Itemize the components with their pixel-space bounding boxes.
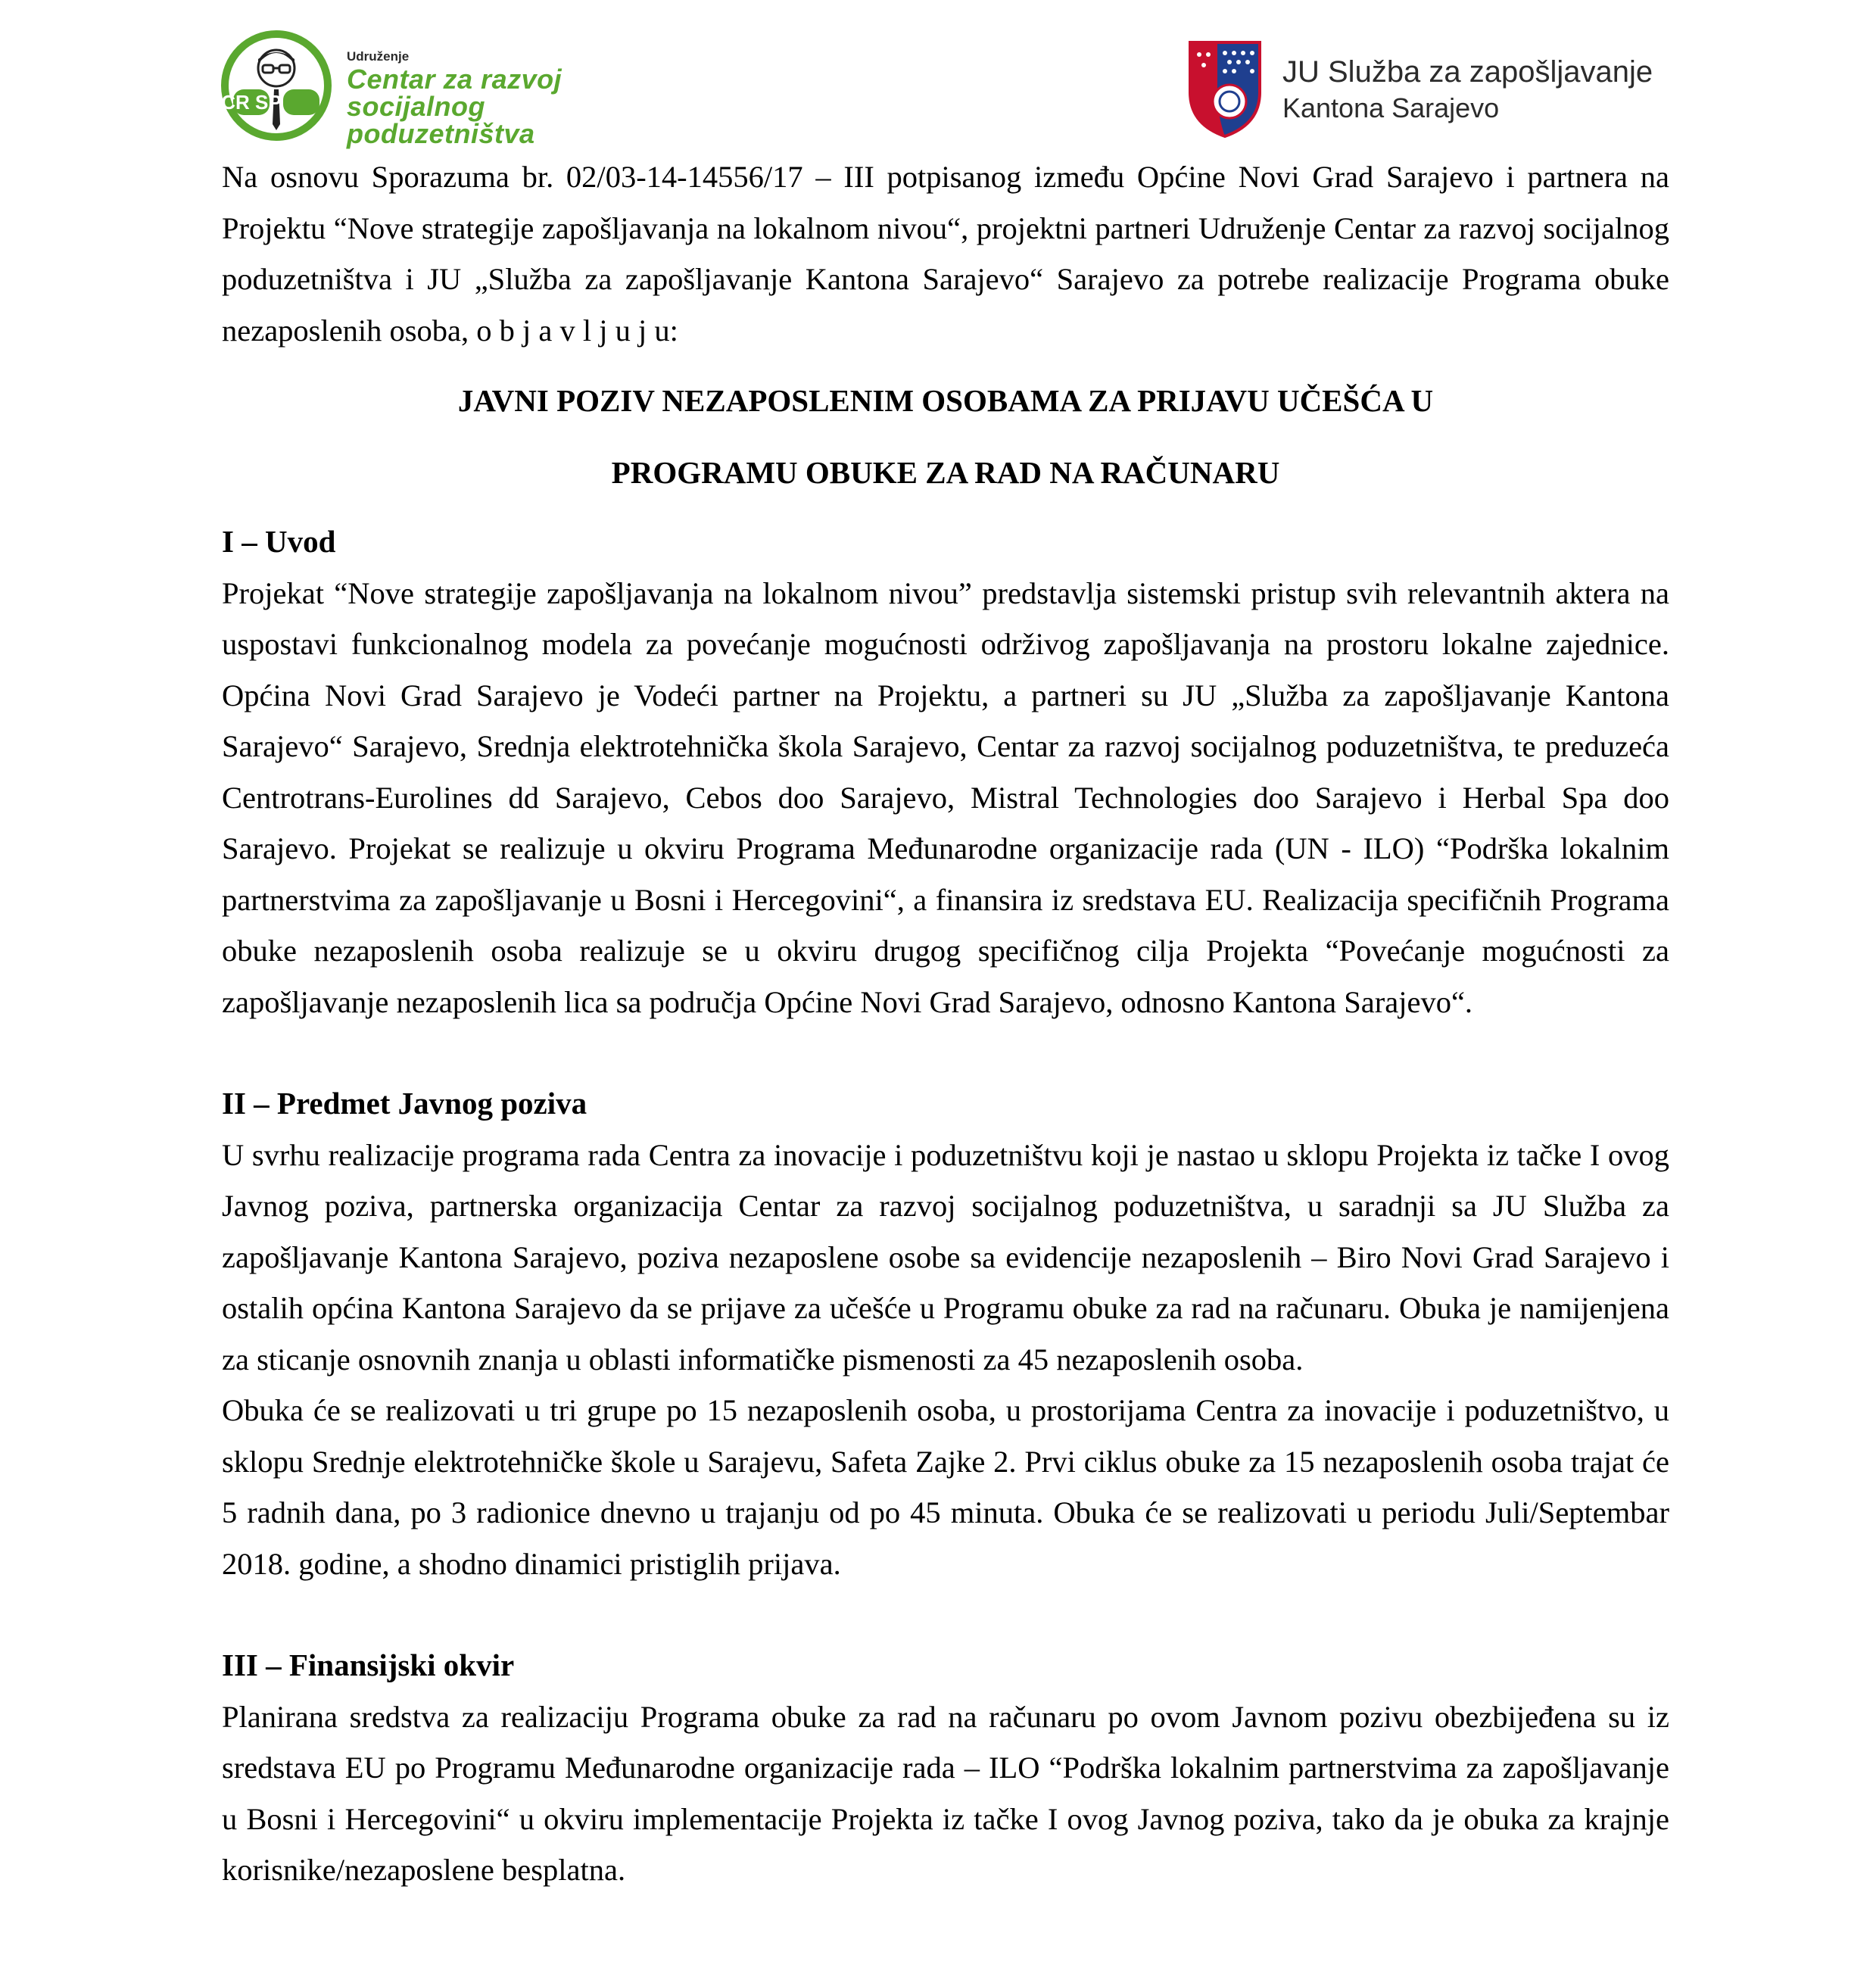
section-heading-uvod: I – Uvod	[222, 524, 336, 559]
crsp-logo-mark-icon	[220, 29, 333, 142]
title-line-1: JAVNI POZIV NEZAPOSLENIM OSOBAMA ZA PRIJAVU UČEŠĆA U	[457, 383, 1434, 418]
crsp-logo	[220, 29, 644, 149]
canton-sarajevo-crest-icon	[1187, 39, 1263, 139]
title-line-2: PROGRAMU OBUKE ZA RAD NA RAČUNARU	[611, 455, 1280, 490]
crsp-logo-text	[347, 50, 644, 148]
employment-service-logo	[1187, 39, 1672, 145]
section-heading-finansije: III – Finansijski okvir	[222, 1648, 515, 1682]
section-uvod-paragraph: Projekat “Nove strategije zapošljavanja na lokalnom nivou” predstavlja sistemski pristup svih relevantnih aktera na uspostavi funkcionalnog modela za povećanje mogućnosti održivog zapošljavanja na prostoru lokalne zajednice. Općina Novi Grad Sarajevo je Vodeći partner na Projektu, a partneri su JU „Služba za zapošljavanje Kantona Sarajevo“ Sarajevo, Srednja elektrotehnička škola Sarajevo, Centar za razvoj socijalnog poduzetništva, te preduzeća Centrotrans-Eurolines dd Sarajevo, Cebos doo Sarajevo, Mistral Technologies doo Sarajevo i Herbal Spa doo Sarajevo. Projekat se realizuje u okviru Programa Međunarodne organizacije rada (UN - ILO) “Podrška lokalnim partnerstvima za zapošljavanje u Bosni i Hercegovini“, a finansira iz sredstava EU. Realizacija specifičnih Programa obuke nezaposlenih osoba realizuje se u okviru drugog specifičnog cilja Projekta “Povećanje mogućnosti za zapošljavanje nezaposlenih lica sa područja Općine Novi Grad Sarajevo, odnosno Kantona Sarajevo“.	[222, 575, 1669, 1019]
intro-paragraph: Na osnovu Sporazuma br. 02/03-14-14556/17 – III potpisanog između Općine Novi Grad Sarajevo i partnera na Projektu “Nove strategije zapošljavanja na lokalnom nivou“, projektni partneri Udruženje Centar za razvoj socijalnog poduzetništva i JU „Služba za zapošljavanje Kantona Sarajevo“ Sarajevo za potrebe realizacije Programa obuke nezaposlenih osoba, o b j a v l j u j u:	[222, 160, 1669, 348]
agency-name-line2: Kantona Sarajevo	[1282, 92, 1500, 123]
agency-name-line1: JU Služba za zapošljavanje	[1282, 55, 1653, 89]
section-predmet-paragraph-2: Obuka će se realizovati u tri grupe po 15 nezaposlenih osoba, u prostorijama Centra za inovacije i poduzetništvo, u sklopu Srednje elektrotehničke škole u Sarajevu, Safeta Zajke 2. Prvi ciklus obuke za 15 nezaposlenih osoba trajat će 5 radnih dana, po 3 radionice dnevno u trajanju od po 45 minuta. Obuka će se realizovati u periodu Juli/Septembar 2018. godine, a shodno dinamici pristiglih prijava.	[222, 1393, 1669, 1581]
crsp-logo-line1: Udruženje	[347, 49, 410, 64]
section-finansije-paragraph: Planirana sredstva za realizaciju Programa obuke za rad na računaru po ovom Javnom pozivu obezbijeđena su iz sredstava EU po Programu Međunarodne organizacije rada – ILO “Podrška lokalnim partnerstvima za zapošljavanje u Bosni i Hercegovini“ u okviru implementacije Projekta iz tačke I ovog Javnog poziva, tako da je obuka za krajnje korisnike/nezaposlene besplatna.	[222, 1699, 1669, 1887]
section-heading-predmet: II – Predmet Javnog poziva	[222, 1086, 587, 1121]
crsp-logo-line3: socijalnog poduzetništva	[347, 91, 535, 149]
section-predmet-paragraph-1: U svrhu realizacije programa rada Centra za inovacije i poduzetništvu koji je nastao u sklopu Projekta iz tačke I ovog Javnog poziva, partnerska organizacija Centar za razvoj socijalnog poduzetništva, u saradnji sa JU Služba za zapošljavanje Kantona Sarajevo, poziva nezaposlene osobe sa evidencije nezaposlenih – Biro Novi Grad Sarajevo i ostalih općina Kantona Sarajevo da se prijave za učešće u Programu obuke za rad na računaru. Obuka je namijenjena za sticanje osnovnih znanja u oblasti informatičke pismenosti za 45 nezaposlenih osoba.	[222, 1137, 1669, 1376]
agency-name	[1282, 53, 1653, 125]
crsp-logo-line2: Centar za razvoj	[347, 64, 562, 95]
logo-mark-left-text: CR SP	[221, 91, 282, 114]
document-body	[222, 151, 1669, 1896]
